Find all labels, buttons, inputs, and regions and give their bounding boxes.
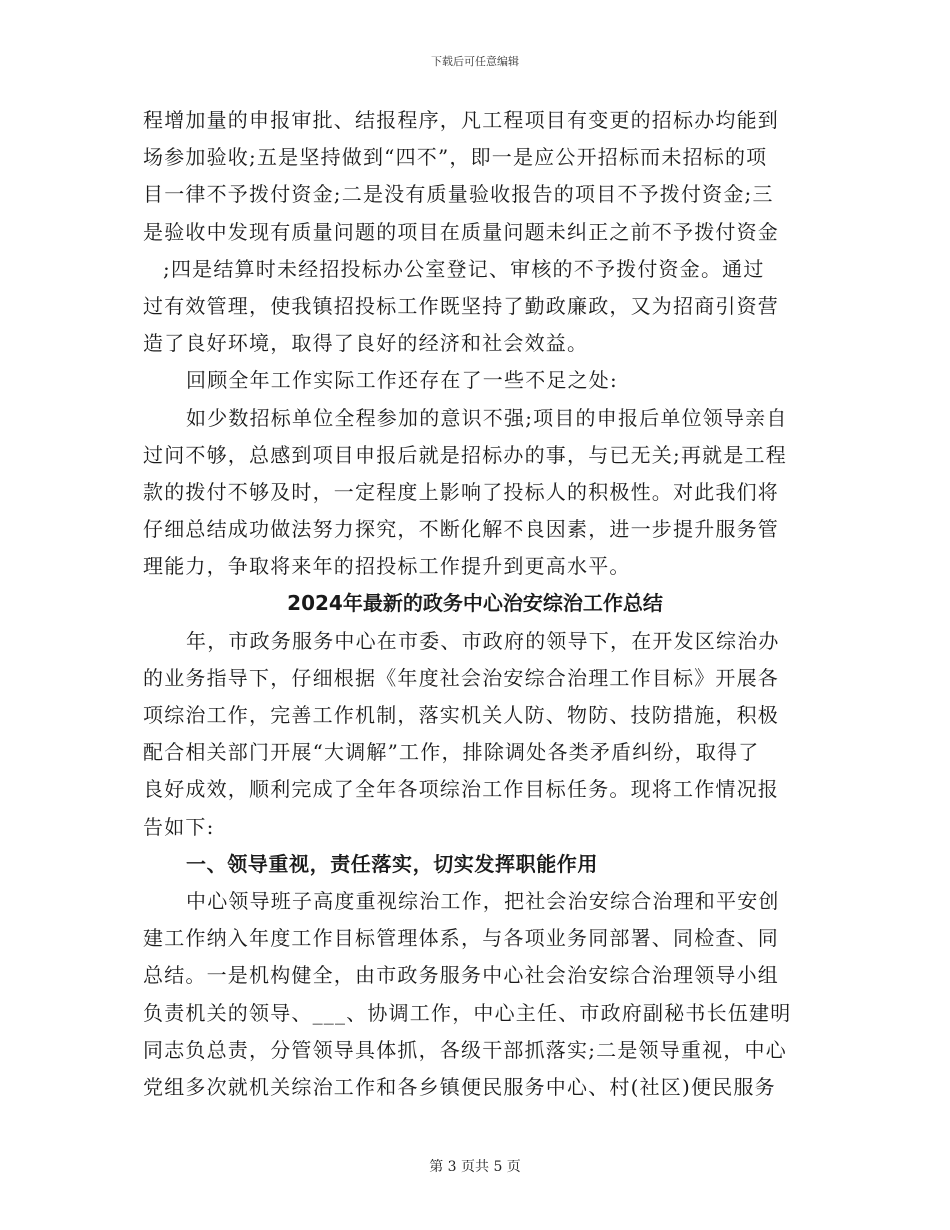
text-line: 良好成效，顺利完成了全年各项综治工作目标任务。现将工作情况报	[143, 777, 779, 802]
text-line: 目一律不予拨付资金;二是没有质量验收报告的项目不予拨付资金;三	[143, 182, 774, 207]
text-line: 场参加验收;五是坚持做到“四不”，即一是应公开招标而未招标的项	[143, 145, 768, 170]
text-line: 配合相关部门开展“大调解”工作，排除调处各类矛盾纠纷，取得了	[143, 740, 760, 765]
paragraph-start: 中心领导班子高度重视综治工作，把社会治安综合治理和平安创	[186, 888, 780, 913]
text-line: 理能力，争取将来年的招投标工作提升到更高水平。	[143, 554, 631, 579]
text-line: 仔细总结成功做法努力探究，不断化解不良因素，进一步提升服务管	[143, 517, 779, 542]
text-line: 同志负总责，分管领导具体抓，各级干部抓落实;二是领导重视，中心	[143, 1037, 787, 1062]
text-line: 建工作纳入年度工作目标管理体系，与各项业务同部署、同检查、同	[143, 926, 779, 951]
text-line: 项综治工作，完善工作机制，落实机关人防、物防、技防措施，积极	[143, 703, 779, 727]
paragraph-start: 如少数招标单位全程参加的意识不强;项目的申报后单位领导亲自	[186, 405, 788, 430]
text-line: 党组多次就机关综治工作和各乡镇便民服务中心、村(社区)便民服务	[143, 1074, 776, 1099]
page-header: 下载后可任意编辑	[431, 55, 519, 68]
text-line: 总结。一是机构健全，由市政务服务中心社会治安综合治理领导小组	[143, 963, 779, 988]
subsection-heading: 一、领导重视，责任落实，切实发挥职能作用	[186, 851, 598, 876]
section-title: 2024年最新的政务中心治安综治工作总结	[287, 591, 663, 616]
text-line: ;四是结算时未经招投标办公室登记、审核的不予拨付资金。通过	[163, 256, 765, 281]
text-line: 过有效管理，使我镇招投标工作既坚持了勤政廉政，又为招商引资营	[143, 293, 779, 318]
text-line: 程增加量的申报审批、结报程序，凡工程项目有变更的招标办均能到	[143, 108, 779, 132]
text-line: 过问不够，总感到项目申报后就是招标办的事，与已无关;再就是工程	[143, 442, 787, 467]
text-line: 款的拨付不够及时，一定程度上影响了投标人的积极性。对此我们将	[143, 479, 779, 504]
text-line: 是验收中发现有质量问题的项目在质量问题未纠正之前不予拨付资金	[143, 219, 779, 244]
text-line: 告如下:	[143, 814, 215, 839]
text-line: 的业务指导下，仔细根据《年度社会治安综合治理工作目标》开展各	[143, 665, 779, 690]
text-line: 造了良好环境，取得了良好的经济和社会效益。	[143, 331, 589, 356]
paragraph-start: 回顾全年工作实际工作还存在了一些不足之处:	[186, 368, 618, 393]
paragraph-start: 年，市政务服务中心在市委、市政府的领导下，在开发区综治办	[186, 628, 780, 653]
text-line: 负责机关的领导、___、协调工作，中心主任、市政府副秘书长伍建明	[143, 1000, 792, 1025]
page-footer: 第 3 页共 5 页	[429, 1159, 521, 1175]
document-body	[143, 102, 807, 1106]
